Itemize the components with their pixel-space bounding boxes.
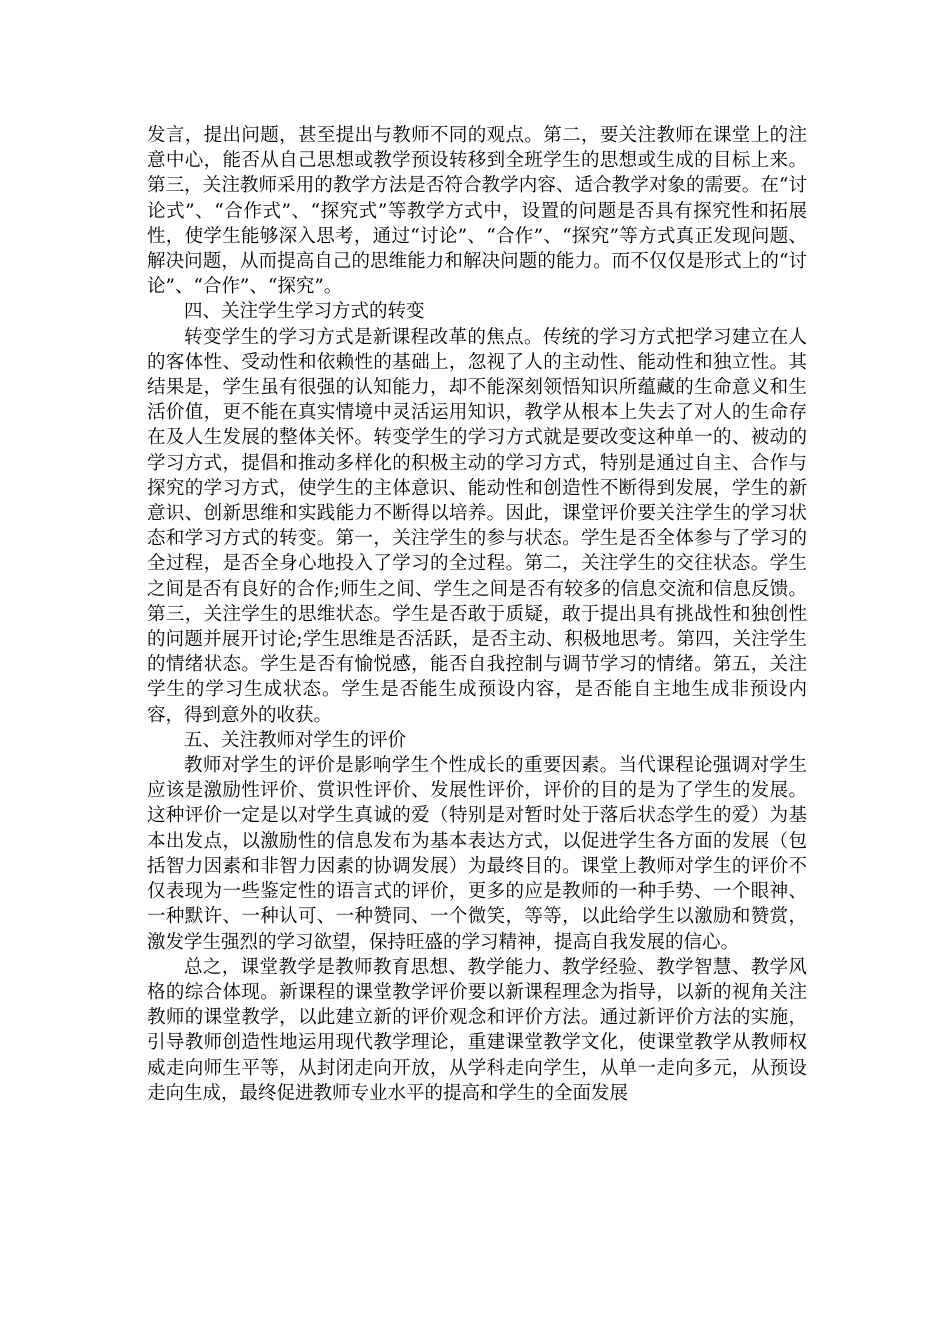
document-page xyxy=(147,123,807,1106)
paragraph-continued: 发言，提出问题，甚至提出与教师不同的观点。第二，要关注教师在课堂上的注意中心，能否从自己思想或教学预设转移到全班学生的思想或生成的目标上来。第三，关注教师采用的教学方法是否符合教学内容、适合教学对象的需要。在“讨论式”、“合作式”、“探究式”等教学方式中，设置的问题是否具有探究性和拓展性，使学生能够深入思考，通过“讨论”、“合作”、“探究”等方式真正发现问题、解决问题，从而提高自己的思维能力和解决问题的能力。而不仅仅是形式上的“讨论”、“合作”、“探究”。 xyxy=(147,125,807,298)
section-heading-4: 四、关注学生学习方式的转变 xyxy=(184,301,425,323)
section-heading-5: 五、关注教师对学生的评价 xyxy=(184,729,407,751)
paragraph-conclusion: 总之，课堂教学是教师教育思想、教学能力、教学经验、教学智慧、教学风格的综合体现。新课程的课堂教学评价要以新课程理念为指导，以新的视角关注教师的课堂教学，以此建立新的评价观念和评价方法。通过新评价方法的实施，引导教师创造性地运用现代教学理论，重建课堂教学文化，使课堂教学从教师权威走向师生平等，从封闭走向开放，从学科走向学生，从单一走向多元，从预设走向生成，最终促进教师专业水平的提高和学生的全面发展 xyxy=(147,956,807,1104)
paragraph-section-5: 教师对学生的评价是影响学生个性成长的重要因素。当代课程论强调对学生应该是激励性评价、赏识性评价、发展性评价，评价的目的是为了学生的发展。这种评价一定是以对学生真诚的爱（特别是对暂时处于落后状态学生的爱）为基本出发点，以激励性的信息发布为基本表达方式，以促进学生各方面的发展（包括智力因素和非智力因素的协调发展）为最终目的。课堂上教师对学生的评价不仅表现为一些鉴定性的语言式的评价，更多的应是教师的一种手势、一个眼神、一种默许、一种认可、一种赞同、一个微笑，等等，以此给学生以激励和赞赏，激发学生强烈的学习欲望，保持旺盛的学习精神，提高自我发展的信心。 xyxy=(147,755,807,953)
paragraph-section-4: 转变学生的学习方式是新课程改革的焦点。传统的学习方式把学习建立在人的客体性、受动性和依赖性的基础上，忽视了人的主动性、能动性和独立性。其结果是，学生虽有很强的认知能力，却不能深刻领悟知识所蕴藏的生命意义和生活价值，更不能在真实情境中灵活运用知识，教学从根本上失去了对人的生命存在及人生发展的整体关怀。转变学生的学习方式就是要改变这种单一的、被动的学习方式，提倡和推动多样化的积极主动的学习方式，特别是通过自主、合作与探究的学习方式，使学生的主体意识、能动性和创造性不断得到发展，学生的新意识、创新思维和实践能力不断得以培养。因此，课堂评价要关注学生的学习状态和学习方式的转变。第一，关注学生的参与状态。学生是否全体参与了学习的全过程，是否全身心地投入了学习的全过程。第二，关注学生的交往状态。学生之间是否有良好的合作;师生之间、学生之间是否有较多的信息交流和信息反馈。第三，关注学生的思维状态。学生是否敢于质疑，敢于提出具有挑战性和独创性的问题并展开讨论;学生思维是否活跃，是否主动、积极地思考。第四，关注学生的情绪状态。学生是否有愉悦感，能否自我控制与调节学习的情绪。第五，关注学生的学习生成状态。学生是否能生成预设内容，是否能自主地生成非预设内容，得到意外的收获。 xyxy=(147,326,807,726)
